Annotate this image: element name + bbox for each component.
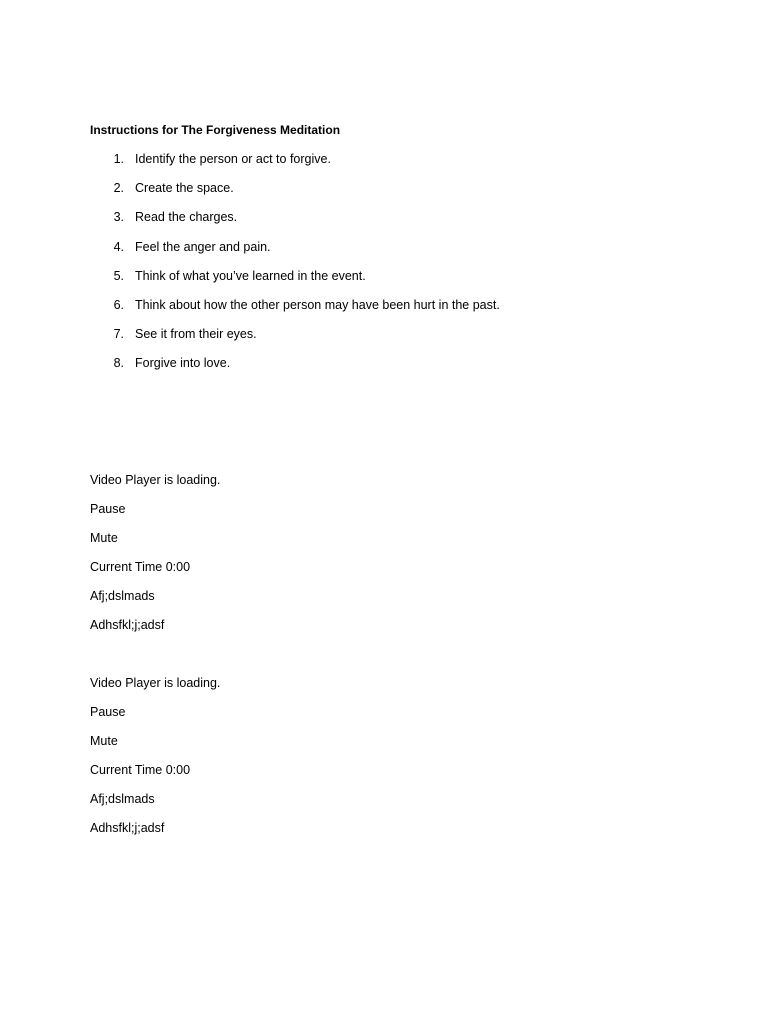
text-line: Adhsfkl;j;adsf: [90, 618, 165, 633]
list-item: [0, 151, 768, 180]
step-text: Feel the anger and pain.: [135, 239, 271, 254]
video-player-status: Video Player is loading.: [90, 676, 221, 690]
step-text: Read the charges.: [135, 210, 238, 225]
video-player-status: Video Player is loading.: [90, 473, 221, 487]
step-text: See it from their eyes.: [135, 327, 257, 342]
step-text: Think about how the other person may have been hurt in the past.: [135, 297, 500, 312]
step-number: 2.: [113, 181, 124, 196]
list-item: [0, 297, 768, 326]
video-player-text-block: [90, 675, 220, 850]
text-line: Afj;dslmads: [90, 792, 155, 807]
mute-label: Mute: [90, 531, 118, 546]
current-time: Current Time 0:00: [90, 763, 191, 778]
step-number: 4.: [113, 239, 124, 254]
pause-label: Pause: [90, 705, 126, 720]
current-time: Current Time 0:00: [90, 560, 191, 575]
step-text: Create the space.: [135, 181, 234, 196]
step-number: 7.: [113, 327, 124, 342]
list-item: [0, 326, 768, 355]
pause-label: Pause: [90, 502, 126, 517]
step-number: 1.: [113, 152, 124, 166]
list-item: [0, 209, 768, 238]
step-text: Think of what you’ve learned in the event.: [135, 268, 366, 283]
list-item: [0, 239, 768, 268]
list-item: [0, 180, 768, 209]
document-heading: Instructions for The Forgiveness Meditation: [90, 123, 341, 137]
list-item: [0, 355, 768, 384]
step-text: Forgive into love.: [135, 356, 231, 371]
video-player-text-block: [90, 472, 220, 647]
text-line: Afj;dslmads: [90, 589, 155, 604]
mute-label: Mute: [90, 734, 118, 749]
step-text: Identify the person or act to forgive.: [135, 152, 331, 166]
step-number: 8.: [113, 356, 124, 371]
list-item: [0, 268, 768, 297]
step-number: 6.: [113, 297, 124, 312]
step-number: 3.: [113, 210, 124, 225]
text-line: Adhsfkl;j;adsf: [90, 821, 165, 836]
step-number: 5.: [113, 268, 124, 283]
meditation-steps-list: [0, 151, 768, 385]
